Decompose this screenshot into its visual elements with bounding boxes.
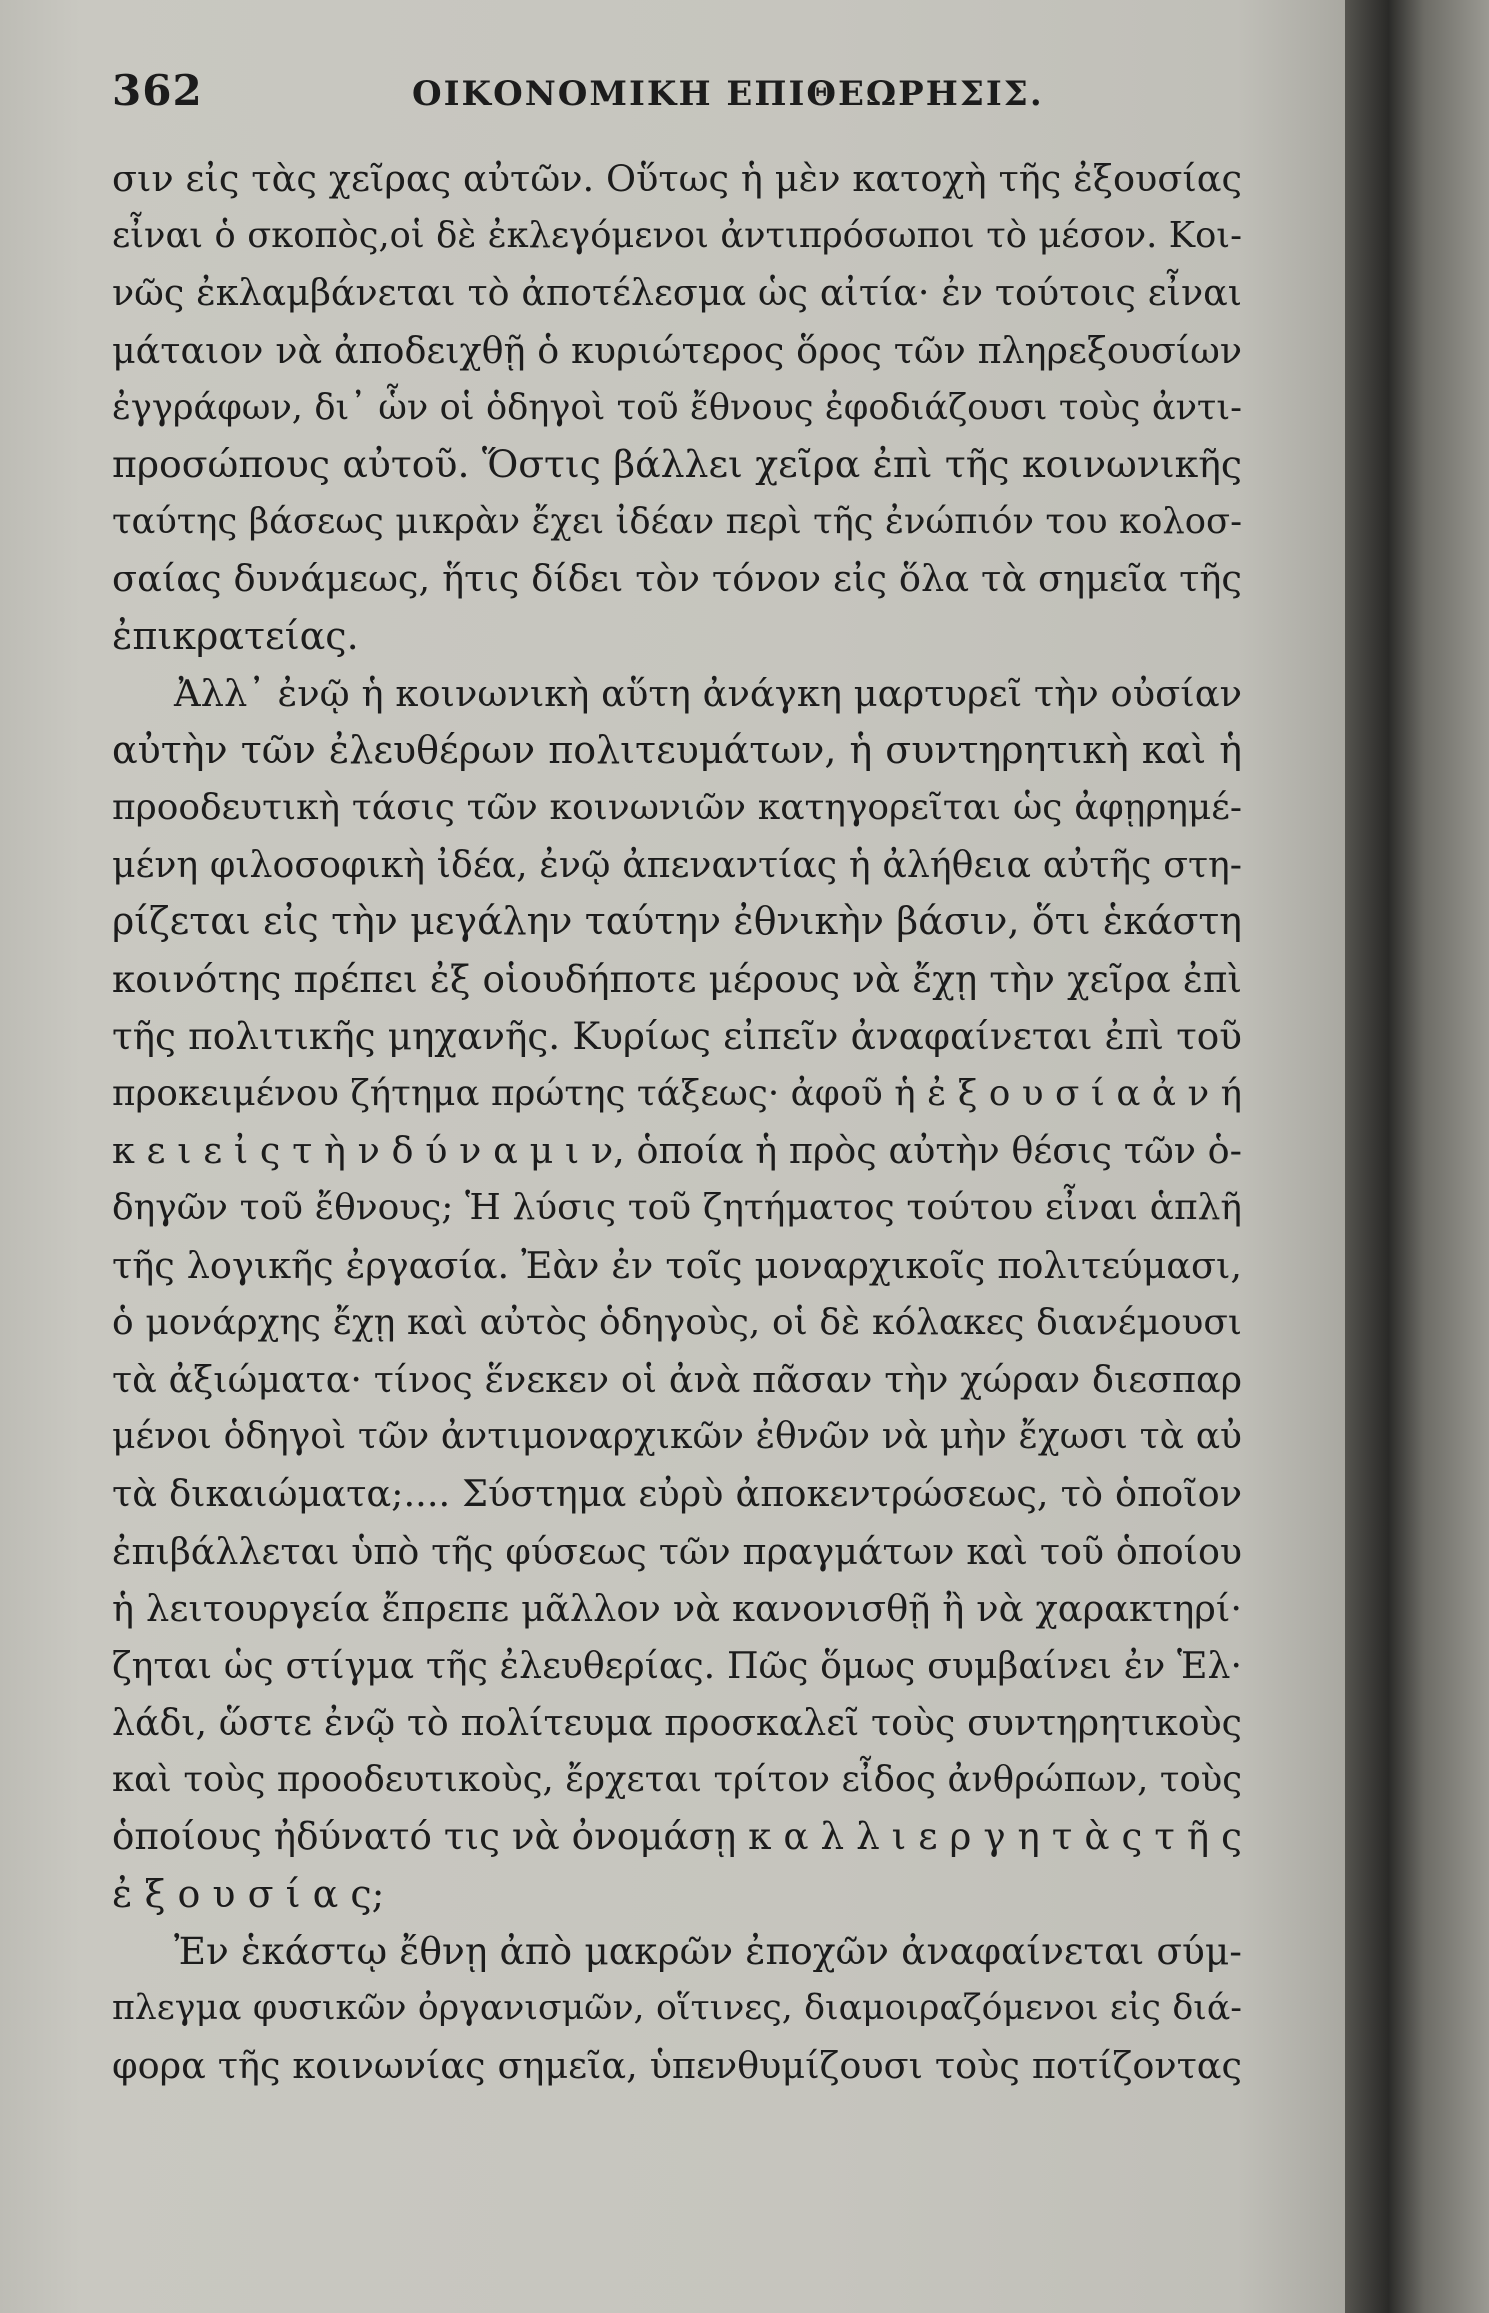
text-line: καὶ τοὺς προοδευτικοὺς, ἔρχεται τρίτον εἶδος ἀνθρώπων, τοὺς [112, 1759, 1242, 1801]
text-line: σαίας δυνάμεως, ἥτις δίδει τὸν τόνον εἰς ὅλα τὰ σημεῖα τῆς [112, 557, 1242, 601]
text-line: τὰ δικαιώματα;.... Σύστημα εὐρὺ ἀποκεντρώσεως, τὸ ὁποῖον [112, 1472, 1242, 1516]
text-line: Ἐν ἑκάστῳ ἔθνῃ ἀπὸ μακρῶν ἐποχῶν ἀναφαίνεται σύμ- [174, 1928, 1242, 1973]
text-line: τῆς πολιτικῆς μηχανῆς. Κυρίως εἰπεῖν ἀναφαίνεται ἐπὶ τοῦ [112, 1013, 1242, 1058]
body-text [112, 150, 1242, 2094]
text-line: ἐπιβάλλεται ὑπὸ τῆς φύσεως τῶν πραγμάτων καὶ τοῦ ὁποίου [112, 1529, 1242, 1573]
text-line: ἐγγράφων, δι᾽ ὧν οἱ ὁδηγοὶ τοῦ ἔθνους ἐφοδιάζουσι τοὺς ἀντι- [112, 386, 1242, 428]
text-line: προκειμένου ζήτημα πρώτης τάξεως· ἀφοῦ ἡ ἐ ξ ο υ σ ί α ἀ ν ή [112, 1073, 1242, 1114]
text-line: λάδι, ὥστε ἐνῷ τὸ πολίτευμα προσκαλεῖ τοὺς συντηρητικοὺς [112, 1701, 1242, 1745]
text-line: ζηται ὡς στίγμα τῆς ἐλευθερίας. Πῶς ὅμως συμβαίνει ἐν Ἑλ· [112, 1643, 1242, 1687]
page-header [112, 60, 1242, 120]
running-title: ΟΙΚΟΝΟΜΙΚΗ ΕΠΙΘΕΩΡΗΣΙΣ. [412, 74, 1044, 114]
text-line: προοδευτικὴ τάσις τῶν κοινωνιῶν κατηγορεῖται ὡς ἀφῃρημέ- [112, 787, 1242, 829]
text-line: μάταιον νὰ ἀποδειχθῇ ὁ κυριώτερος ὅρος τῶν πληρεξουσίων [112, 328, 1242, 372]
text-line: ἐπικρατείας. [112, 613, 359, 658]
text-line: εἶναι ὁ σκοπὸς,οἱ δὲ ἐκλεγόμενοι ἀντιπρόσωποι τὸ μέσον. Κοι- [112, 215, 1242, 257]
text-line: ἡ λειτουργεία ἔπρεπε μᾶλλον νὰ κανονισθῇ ἢ νὰ χαρακτηρί· [112, 1586, 1242, 1630]
text-line: μένοι ὁδηγοὶ τῶν ἀντιμοναρχικῶν ἐθνῶν νὰ μὴν ἔχωσι τὰ αὐ [112, 1415, 1242, 1458]
page-number: 362 [112, 66, 203, 115]
text-line: τὰ ἀξιώματα· τίνος ἕνεκεν οἱ ἀνὰ πᾶσαν τὴν χώραν διεσπαρ [112, 1357, 1242, 1401]
text-line: κοινότης πρέπει ἐξ οἱουδήποτε μέρους νὰ ἔχῃ τὴν χεῖρα ἐπὶ [112, 956, 1242, 1001]
text-line: ταύτης βάσεως μικρὰν ἔχει ἰδέαν περὶ τῆς ἐνώπιόν του κολοσ- [112, 501, 1242, 543]
text-line: πλεγμα φυσικῶν ὀργανισμῶν, οἵτινες, διαμοιραζόμενοι εἰς διά- [112, 1988, 1242, 2028]
text-line: προσώπους αὐτοῦ. Ὅστις βάλλει χεῖρα ἐπὶ τῆς κοινωνικῆς [112, 441, 1242, 486]
text-line: ἐ ξ ο υ σ ί α ς; [112, 1871, 385, 1916]
text-line: ὁ μονάρχης ἔχῃ καὶ αὐτὸς ὁδηγοὺς, οἱ δὲ κόλακες διανέμουσι [112, 1301, 1242, 1343]
text-line: δηγῶν τοῦ ἔθνους; Ἡ λύσις τοῦ ζητήματος τούτου εἶναι ἁπλῆ [112, 1187, 1242, 1229]
text-line: νῶς ἐκλαμβάνεται τὸ ἀποτέλεσμα ὡς αἰτία· ἐν τούτοις εἶναι [112, 271, 1242, 315]
text-line: ρίζεται εἰς τὴν μεγάλην ταύτην ἐθνικὴν βάσιν, ὅτι ἑκάστη [112, 899, 1242, 944]
text-line: ὁποίους ἠδύνατό τις νὰ ὀνομάσῃ κ α λ λ ι ε ρ γ η τ ὰ ς τ ῆ ς [112, 1814, 1242, 1859]
book-binding-gutter [1345, 0, 1489, 2313]
text-line: μένη φιλοσοφικὴ ἰδέα, ἐνῷ ἀπεναντίας ἡ ἀλήθεια αὐτῆς στη- [112, 843, 1242, 887]
text-line: κ ε ι ε ἰ ς τ ὴ ν δ ύ ν α μ ι ν, ὁποία ἡ πρὸς αὐτὴν θέσις τῶν ὁ- [112, 1129, 1242, 1173]
text-line: σιν εἰς τὰς χεῖρας αὐτῶν. Οὕτως ἡ μὲν κατοχὴ τῆς ἐξουσίας [112, 157, 1242, 200]
text-line: αὐτὴν τῶν ἐλευθέρων πολιτευμάτων, ἡ συντηρητικὴ καὶ ἡ [112, 727, 1242, 772]
text-line: Ἀλλ᾽ ἐνῷ ἡ κοινωνικὴ αὕτη ἀνάγκη μαρτυρεῖ τὴν οὐσίαν [174, 671, 1242, 715]
text-line: τῆς λογικῆς ἐργασία. Ἐὰν ἐν τοῖς μοναρχικοῖς πολιτεύμασι, [112, 1243, 1242, 1287]
text-line: φορα τῆς κοινωνίας σημεῖα, ὑπενθυμίζουσι τοὺς ποτίζοντας [112, 2044, 1242, 2088]
